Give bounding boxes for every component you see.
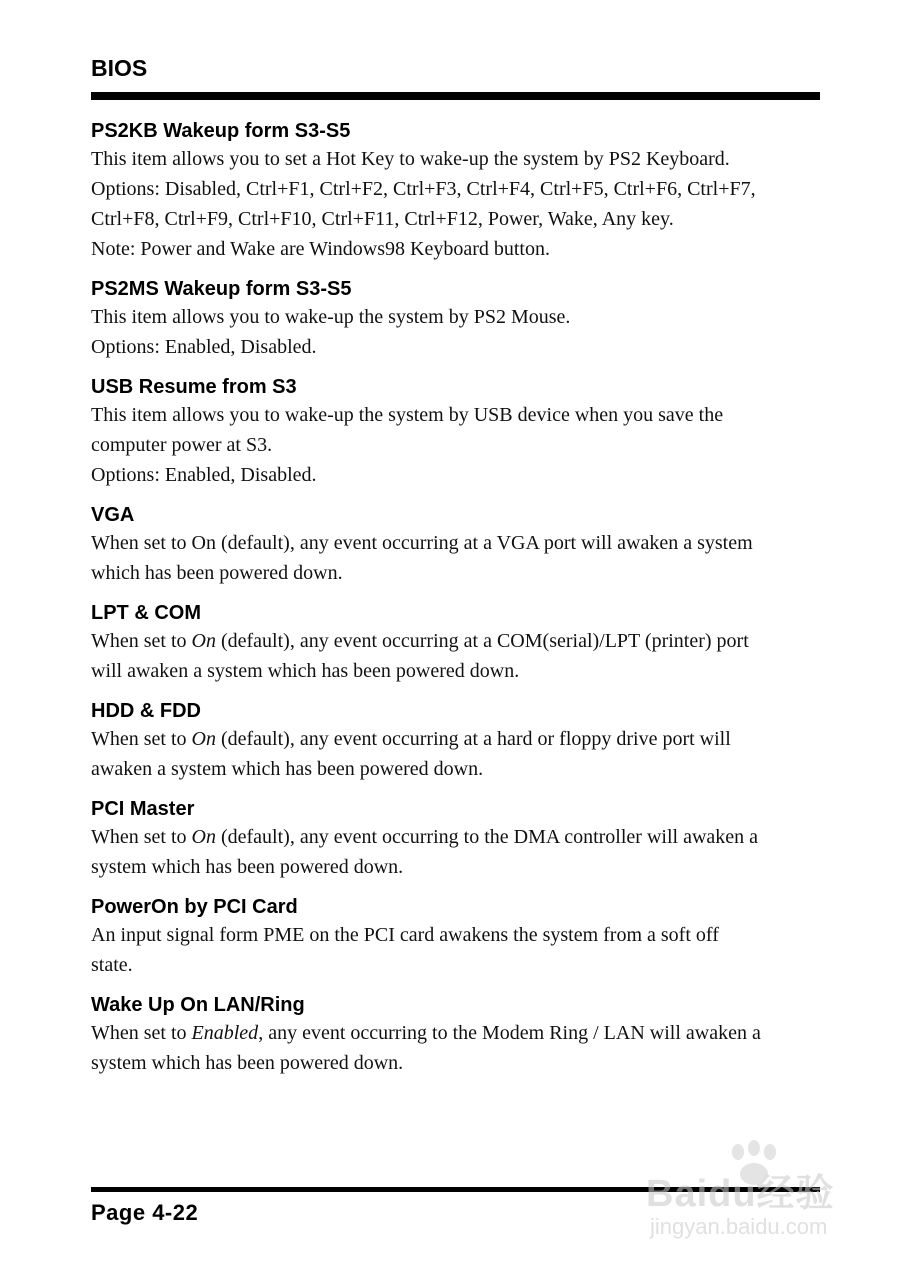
body-line: This item allows you to set a Hot Key to wake-up the system by PS2 Keyboard. [91,148,730,170]
section-ps2ms-wakeup [91,276,826,362]
body-text: , any event occurring to the Modem Ring / LAN will awaken a [258,1022,761,1044]
section-usb-resume [91,374,826,490]
watermark-url: jingyan.baidu.com [650,1214,828,1239]
body-text: When set to [91,826,192,848]
body-line: Options: Enabled, Disabled. [91,336,317,358]
default-value: Enabled [191,1022,259,1044]
body-text: (default), any event occurring at a COM(serial)/LPT (printer) port [215,630,749,652]
body-line: This item allows you to wake-up the system by PS2 Mouse. [91,306,571,328]
section-heading: Wake Up On LAN/Ring [91,994,305,1016]
section-wake-up-lan-ring [91,992,826,1078]
section-ps2kb-wakeup [91,118,826,264]
body-line: Note: Power and Wake are Windows98 Keyboard button. [91,238,550,260]
section-body [91,822,826,882]
body-text: When set to [91,728,192,750]
body-line: Options: Enabled, Disabled. [91,464,317,486]
section-lpt-com [91,600,826,686]
section-body [91,626,826,686]
section-heading: HDD & FDD [91,700,201,722]
default-value: On [191,630,216,652]
section-body [91,302,826,362]
section-body [91,1018,826,1078]
section-hdd-fdd [91,698,826,784]
body-text: When set to [91,1022,192,1044]
section-poweron-pci-card [91,894,826,980]
header-title: BIOS [91,55,148,81]
watermark-brand: Baidu经验 [646,1173,835,1215]
page-number: Page 4-22 [91,1200,199,1225]
section-body [91,920,826,980]
body-line: An input signal form PME on the PCI card awakens the system from a soft off [91,924,719,946]
section-heading: PS2MS Wakeup form S3-S5 [91,278,352,300]
content [91,118,826,1090]
section-heading: USB Resume from S3 [91,376,297,398]
body-line: state. [91,954,133,976]
header-rule [91,92,820,100]
body-line: When set to On (default), any event occurring at a VGA port will awaken a system [91,532,753,554]
body-line: Options: Disabled, Ctrl+F1, Ctrl+F2, Ctrl+F3, Ctrl+F4, Ctrl+F5, Ctrl+F6, Ctrl+F7, [91,178,756,200]
section-heading: LPT & COM [91,602,201,624]
section-heading: VGA [91,504,135,526]
body-line: Ctrl+F8, Ctrl+F9, Ctrl+F10, Ctrl+F11, Ctrl+F12, Power, Wake, Any key. [91,208,674,230]
body-text: (default), any event occurring at a hard or floppy drive port will [215,728,731,750]
body-line: system which has been powered down. [91,1052,404,1074]
section-body [91,144,826,264]
section-heading: PowerOn by PCI Card [91,896,298,918]
section-body [91,400,826,490]
section-pci-master [91,796,826,882]
section-vga [91,502,826,588]
body-text: When set to [91,630,192,652]
body-line: which has been powered down. [91,562,343,584]
body-text: (default), any event occurring to the DMA controller will awaken a [215,826,759,848]
section-heading: PS2KB Wakeup form S3-S5 [91,120,351,142]
default-value: On [191,826,216,848]
section-body [91,724,826,784]
section-heading: PCI Master [91,798,195,820]
body-line: This item allows you to wake-up the system by USB device when you save the [91,404,724,426]
section-body [91,528,826,588]
body-line: will awaken a system which has been powered down. [91,660,520,682]
default-value: On [191,728,216,750]
body-line: computer power at S3. [91,434,273,456]
body-line: system which has been powered down. [91,856,404,878]
watermark [640,1140,870,1250]
body-line: awaken a system which has been powered down. [91,758,484,780]
